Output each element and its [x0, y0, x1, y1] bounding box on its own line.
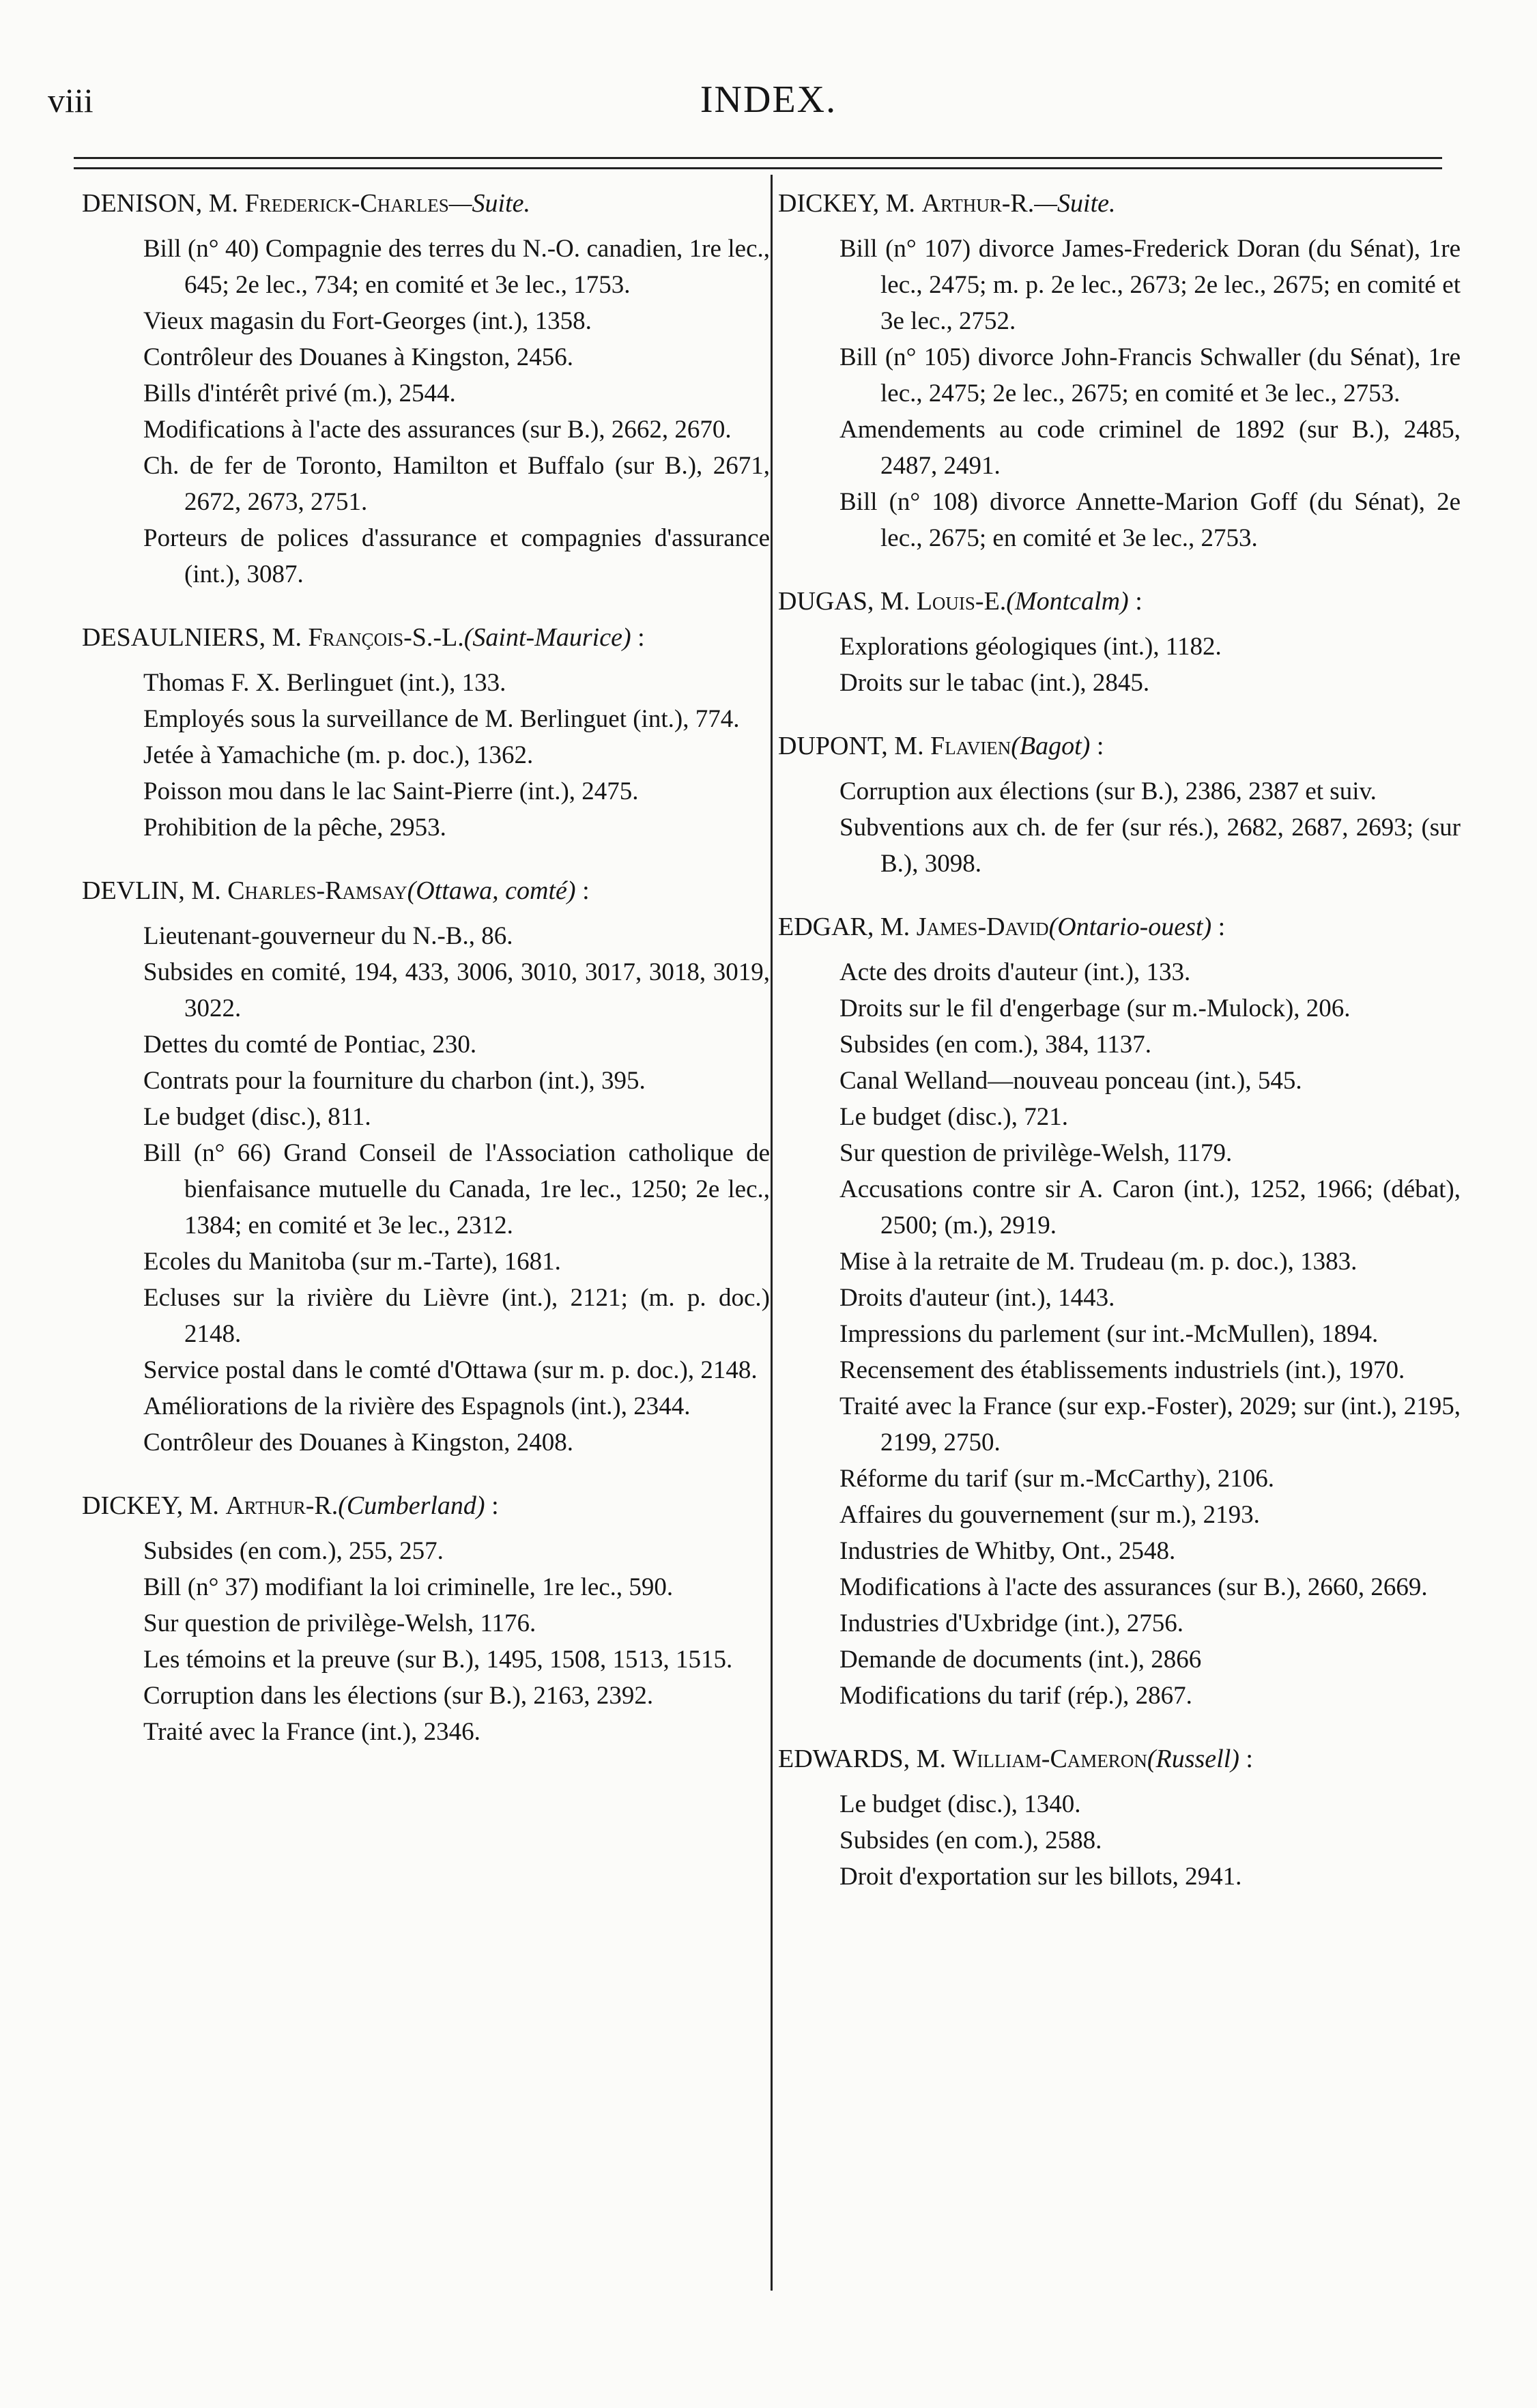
index-block	[82, 1488, 770, 1750]
index-entry: Bill (n° 105) divorce John-Francis Schwaller (du Sénat), 1re lec., 2475; 2e lec., 2675; en comité et 3e lec., 2753.	[839, 343, 1461, 407]
member-given-names: Frederick-Charles	[244, 189, 449, 218]
member-riding: (Saint-Maurice)	[463, 623, 631, 652]
member-given-names: François-S.-L.	[308, 623, 464, 652]
member-riding: (Ontario-ouest)	[1048, 913, 1212, 941]
index-entry: Bill (n° 107) divorce James-Frederick Doran (du Sénat), 1re lec., 2475; m. p. 2e lec., 2673; 2e lec., 2675; en comité et 3e lec., 2752.	[839, 235, 1461, 335]
index-block	[778, 909, 1461, 1714]
index-entry: Droits d'auteur (int.), 1443.	[839, 1284, 1115, 1312]
index-entry: Contrôleur des Douanes à Kingston, 2408.	[143, 1429, 573, 1457]
index-entry: Impressions du parlement (sur int.-McMullen), 1894.	[839, 1320, 1379, 1348]
index-entry: Subsides (en com.), 384, 1137.	[839, 1031, 1151, 1059]
index-entry: Explorations géologiques (int.), 1182.	[839, 633, 1222, 661]
index-entry: Prohibition de la pêche, 2953.	[143, 814, 446, 842]
member-given-names: Charles-Ramsay	[227, 876, 407, 905]
index-entry: Vieux magasin du Fort-Georges (int.), 1358.	[143, 307, 592, 335]
member-name: DESAULNIERS, M.	[82, 623, 308, 652]
index-block	[82, 620, 770, 846]
index-entry: Jetée à Yamachiche (m. p. doc.), 1362.	[143, 741, 534, 769]
heading-punctuation: :	[1211, 913, 1226, 941]
index-entry: Droits sur le tabac (int.), 2845.	[839, 669, 1150, 697]
heading-punctuation: :	[1090, 732, 1104, 760]
index-entry: Demande de documents (int.), 2866	[839, 1646, 1202, 1674]
index-entry: Corruption aux élections (sur B.), 2386, 2387 et suiv.	[839, 777, 1377, 805]
member-given-names: James-David	[916, 913, 1049, 941]
index-entry: Traité avec la France (sur exp.-Foster), 2029; sur (int.), 2195, 2199, 2750.	[839, 1392, 1461, 1457]
index-entry: Modifications à l'acte des assurances (sur B.), 2660, 2669.	[839, 1573, 1428, 1601]
index-entry: Le budget (disc.), 1340.	[839, 1790, 1081, 1818]
left-column	[82, 186, 770, 1777]
index-entry: Subsides (en com.), 255, 257.	[143, 1537, 444, 1565]
heading-punctuation: :	[1128, 587, 1143, 616]
index-entry: Contrôleur des Douanes à Kingston, 2456.	[143, 343, 573, 371]
header-rule-top	[74, 157, 1442, 159]
index-entry: Ch. de fer de Toronto, Hamilton et Buffalo (sur B.), 2671, 2672, 2673, 2751.	[143, 452, 770, 516]
heading-punctuation: :	[631, 623, 645, 652]
index-entry: Thomas F. X. Berlinguet (int.), 133.	[143, 669, 506, 697]
index-entry: Bills d'intérêt privé (m.), 2544.	[143, 379, 456, 407]
index-entry: Employés sous la surveillance de M. Berlinguet (int.), 774.	[143, 705, 740, 733]
index-entry: Accusations contre sir A. Caron (int.), 1252, 1966; (débat), 2500; (m.), 2919.	[839, 1175, 1461, 1239]
index-entry: Industries de Whitby, Ont., 2548.	[839, 1537, 1176, 1565]
heading-punctuation: :	[485, 1491, 499, 1520]
member-heading	[778, 909, 1461, 945]
member-name: DUGAS, M.	[778, 587, 917, 616]
index-entry: Industries d'Uxbridge (int.), 2756.	[839, 1609, 1184, 1637]
index-entry: Contrats pour la fourniture du charbon (int.), 395.	[143, 1067, 646, 1095]
index-entry: Corruption dans les élections (sur B.), 2163, 2392.	[143, 1682, 654, 1710]
member-heading	[778, 1741, 1461, 1777]
index-entry: Les témoins et la preuve (sur B.), 1495, 1508, 1513, 1515.	[143, 1646, 733, 1674]
member-given-names: William-Cameron	[952, 1745, 1147, 1773]
index-entry: Acte des droits d'auteur (int.), 133.	[839, 958, 1191, 986]
index-entry: Dettes du comté de Pontiac, 230.	[143, 1031, 477, 1059]
index-entry: Bill (n° 37) modifiant la loi criminelle, 1re lec., 590.	[143, 1573, 674, 1601]
index-entry: Subsides en comité, 194, 433, 3006, 3010, 3017, 3018, 3019, 3022.	[143, 958, 770, 1022]
index-block	[778, 1741, 1461, 1895]
index-entry: Canal Welland—nouveau ponceau (int.), 545.	[839, 1067, 1302, 1095]
index-entry: Mise à la retraite de M. Trudeau (m. p. doc.), 1383.	[839, 1248, 1358, 1276]
member-riding: (Russell)	[1147, 1745, 1239, 1773]
member-name: DEVLIN, M.	[82, 876, 228, 905]
member-given-names: Arthur-R.	[921, 189, 1035, 218]
member-name: DENISON, M.	[82, 189, 245, 218]
index-entry: Sur question de privilège-Welsh, 1179.	[839, 1139, 1233, 1167]
column-divider	[771, 175, 773, 2291]
index-entry: Bill (n° 108) divorce Annette-Marion Goff (du Sénat), 2e lec., 2675; en comité et 3e lec., 2753.	[839, 488, 1461, 552]
member-riding: (Bagot)	[1011, 732, 1091, 760]
member-name: EDWARDS, M.	[778, 1745, 953, 1773]
member-name: DICKEY, M.	[82, 1491, 226, 1520]
index-entry: Affaires du gouvernement (sur m.), 2193.	[839, 1501, 1260, 1529]
index-entry: Le budget (disc.), 811.	[143, 1103, 371, 1131]
page-title: INDEX.	[700, 78, 837, 121]
index-entry: Lieutenant-gouverneur du N.-B., 86.	[143, 922, 513, 950]
member-name: EDGAR, M.	[778, 913, 917, 941]
member-given-names: Louis-E.	[916, 587, 1007, 616]
index-block	[82, 186, 770, 592]
index-entry: Bill (n° 40) Compagnie des terres du N.-O. canadien, 1re lec., 645; 2e lec., 734; en comité et 3e lec., 1753.	[143, 235, 770, 299]
index-entry: Sur question de privilège-Welsh, 1176.	[143, 1609, 536, 1637]
member-riding: —Suite.	[448, 189, 530, 218]
right-column	[778, 186, 1461, 1922]
member-riding: (Montcalm)	[1006, 587, 1129, 616]
index-entry: Modifications à l'acte des assurances (sur B.), 2662, 2670.	[143, 416, 732, 444]
index-entry: Droits sur le fil d'engerbage (sur m.-Mulock), 206.	[839, 994, 1351, 1022]
member-riding: (Ottawa, comté)	[407, 876, 576, 905]
index-entry: Le budget (disc.), 721.	[839, 1103, 1068, 1131]
index-block	[778, 186, 1461, 556]
index-entry: Amendements au code criminel de 1892 (sur B.), 2485, 2487, 2491.	[839, 416, 1461, 480]
heading-punctuation: :	[1239, 1745, 1253, 1773]
member-heading	[778, 728, 1461, 764]
index-entry: Poisson mou dans le lac Saint-Pierre (int.), 2475.	[143, 777, 639, 805]
index-entry: Réforme du tarif (sur m.-McCarthy), 2106.	[839, 1465, 1275, 1493]
index-entry: Subventions aux ch. de fer (sur rés.), 2682, 2687, 2693; (sur B.), 3098.	[839, 814, 1461, 878]
index-entry: Traité avec la France (int.), 2346.	[143, 1718, 480, 1746]
header-rule-bottom	[74, 167, 1442, 169]
member-heading	[82, 186, 770, 221]
member-riding: —Suite.	[1034, 189, 1116, 218]
index-entry: Ecluses sur la rivière du Lièvre (int.), 2121; (m. p. doc.) 2148.	[143, 1284, 770, 1348]
page-number: viii	[48, 81, 94, 119]
index-entry: Droit d'exportation sur les billots, 2941.	[839, 1863, 1242, 1891]
member-riding: (Cumberland)	[338, 1491, 485, 1520]
member-name: DUPONT, M.	[778, 732, 931, 760]
index-entry: Service postal dans le comté d'Ottawa (sur m. p. doc.), 2148.	[143, 1356, 758, 1384]
member-heading	[778, 186, 1461, 221]
member-heading	[778, 584, 1461, 619]
member-heading	[82, 1488, 770, 1523]
member-heading	[82, 873, 770, 908]
index-entry: Améliorations de la rivière des Espagnols (int.), 2344.	[143, 1392, 691, 1420]
member-heading	[82, 620, 770, 655]
index-block	[82, 873, 770, 1461]
index-entry: Porteurs de polices d'assurance et compagnies d'assurance (int.), 3087.	[143, 524, 770, 588]
member-given-names: Arthur-R.	[225, 1491, 339, 1520]
heading-punctuation: :	[575, 876, 590, 905]
index-block	[778, 584, 1461, 701]
index-entry: Modifications du tarif (rép.), 2867.	[839, 1682, 1192, 1710]
index-entry: Recensement des établissements industriels (int.), 1970.	[839, 1356, 1405, 1384]
index-entry: Subsides (en com.), 2588.	[839, 1826, 1102, 1854]
index-block	[778, 728, 1461, 882]
index-entry: Ecoles du Manitoba (sur m.-Tarte), 1681.	[143, 1248, 561, 1276]
member-given-names: Flavien	[930, 732, 1011, 760]
member-name: DICKEY, M.	[778, 189, 922, 218]
index-entry: Bill (n° 66) Grand Conseil de l'Association catholique de bienfaisance mutuelle du Canada, 1re lec., 1250; 2e lec., 1384; en comité et 3e lec., 2312.	[143, 1139, 770, 1239]
